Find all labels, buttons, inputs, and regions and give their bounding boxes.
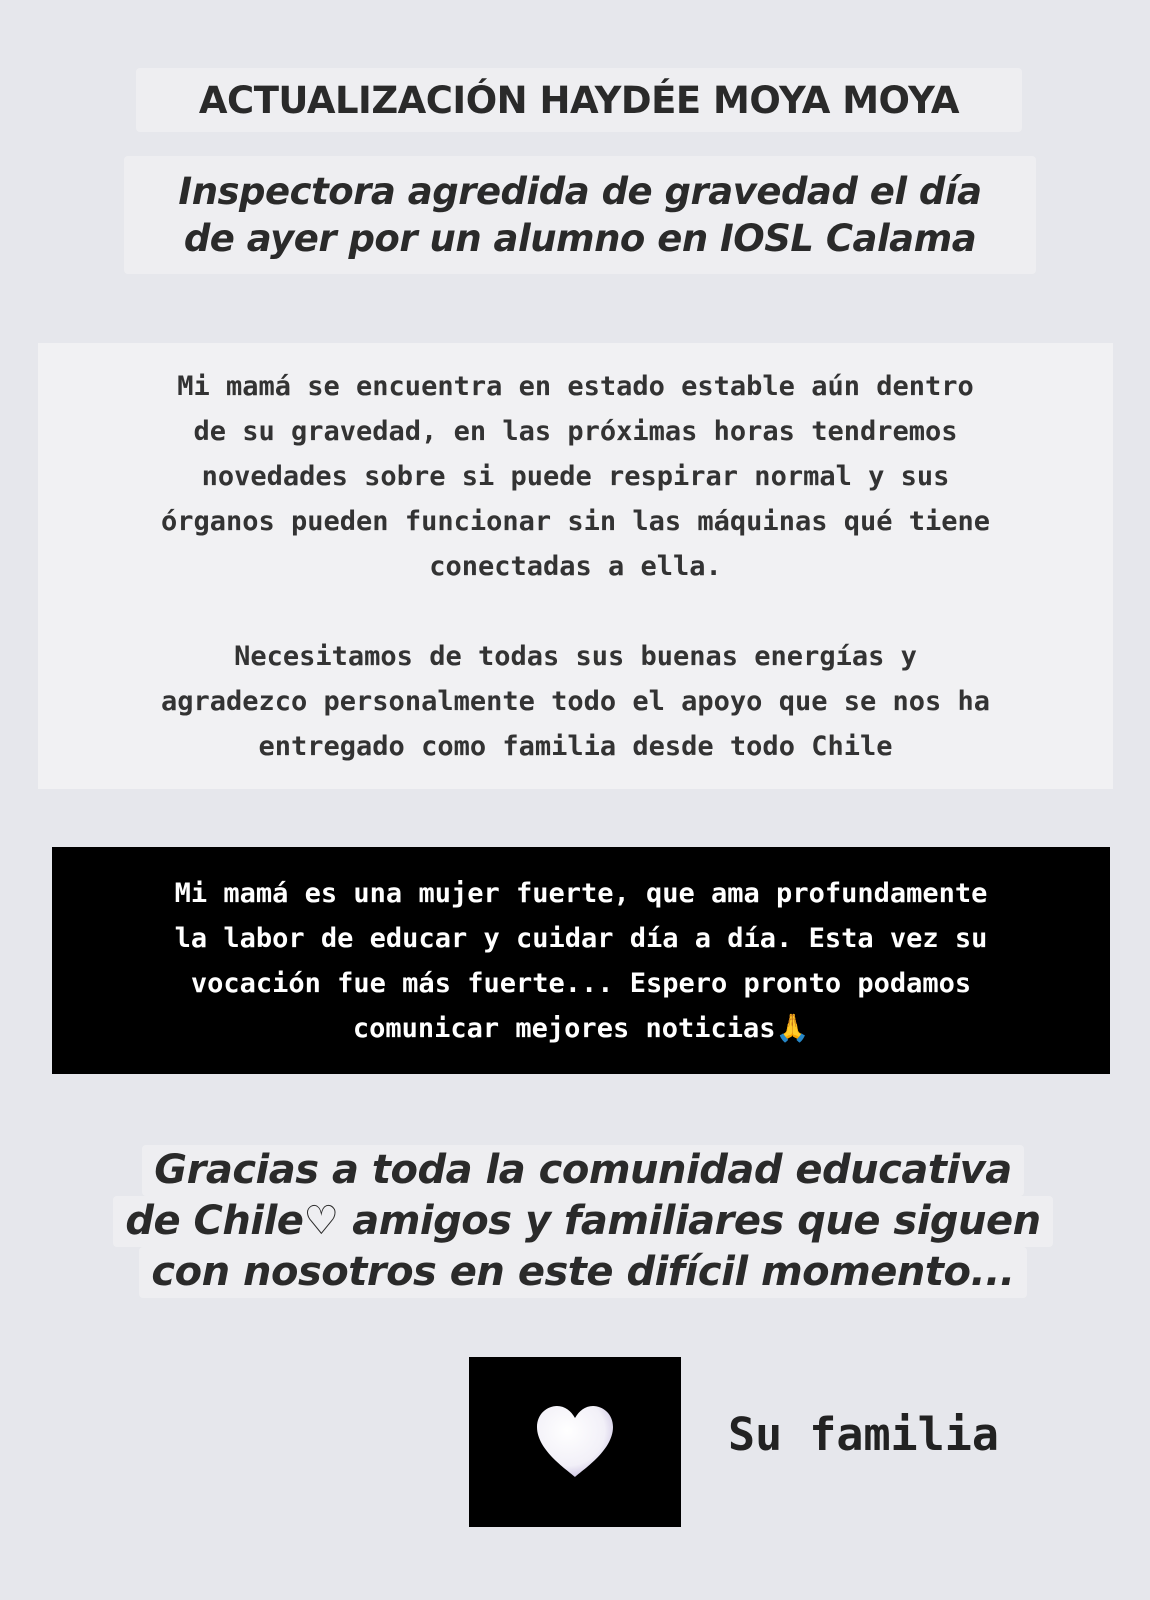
message-line: novedades sobre si puede respirar normal y sus bbox=[201, 460, 950, 492]
thanks-text bbox=[113, 1145, 1052, 1298]
signature: Su familia bbox=[728, 1408, 999, 1461]
dark-message-line: la labor de educar y cuidar día a día. Esta vez su bbox=[174, 922, 988, 954]
message-line: órganos pueden funcionar sin las máquinas qué tiene bbox=[160, 505, 991, 537]
heart-sticker[interactable] bbox=[469, 1357, 681, 1527]
dark-message-line: comunicar mejores noticias🙏 bbox=[352, 1012, 810, 1044]
subtitle-line: de ayer por un alumno en IOSL Calama bbox=[183, 217, 977, 260]
white-heart-icon bbox=[533, 1403, 617, 1481]
dark-message-line: Mi mamá es una mujer fuerte, que ama profundamente bbox=[174, 877, 988, 909]
subtitle-line: Inspectora agredida de gravedad el día bbox=[178, 170, 982, 213]
message-line: conectadas a ella. bbox=[429, 550, 722, 582]
message-line: entregado como familia desde todo Chile bbox=[258, 730, 893, 762]
status-message-box bbox=[38, 343, 1113, 789]
dark-message-line: vocación fue más fuerte... Espero pronto podamos bbox=[190, 967, 972, 999]
story-title: ACTUALIZACIÓN HAYDÉE MOYA MOYA bbox=[198, 78, 960, 122]
thanks-line: Gracias a toda la comunidad educativa bbox=[142, 1145, 1023, 1196]
thanks-line: con nosotros en este difícil momento... bbox=[139, 1247, 1026, 1298]
thanks-line: de Chile♡ amigos y familiares que siguen bbox=[113, 1196, 1052, 1247]
message-line: Necesitamos de todas sus buenas energías y bbox=[234, 640, 917, 672]
subtitle-highlight bbox=[124, 156, 1036, 274]
title-highlight bbox=[136, 68, 1022, 132]
thanks-message bbox=[58, 1130, 1108, 1312]
message-paragraph-2 bbox=[161, 634, 990, 769]
dark-message-box bbox=[52, 847, 1110, 1074]
message-line: de su gravedad, en las próximas horas tendremos bbox=[193, 415, 958, 447]
story-subtitle bbox=[178, 168, 981, 262]
message-line: agradezco personalmente todo el apoyo que se nos ha bbox=[160, 685, 991, 717]
message-line: Mi mamá se encuentra en estado estable aún dentro bbox=[177, 370, 974, 402]
dark-message-text bbox=[175, 871, 988, 1051]
message-paragraph-1 bbox=[161, 364, 990, 589]
